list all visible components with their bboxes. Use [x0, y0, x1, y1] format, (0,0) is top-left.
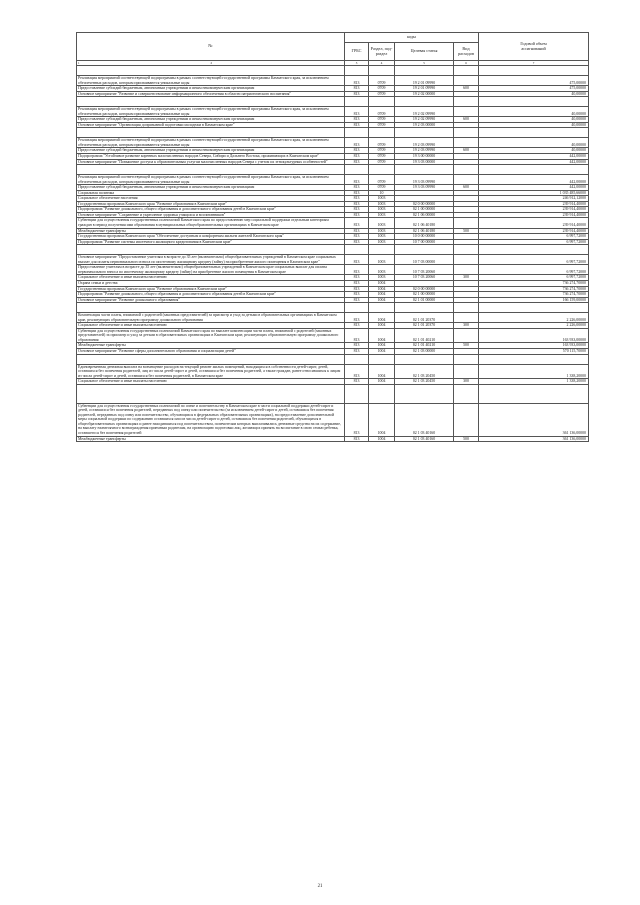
row-section: 1003 [369, 275, 395, 281]
spacer-cell [454, 245, 479, 255]
spacer-cell [369, 165, 395, 175]
row-name: Государственная программа Камчатского края "Развитие образования в Камчатском крае" [77, 201, 345, 207]
spacer-cell [454, 354, 479, 364]
row-target-article: 02 1 01 40210 [395, 328, 454, 343]
row-section: 0709 [369, 154, 395, 160]
row-target-article: 19 2 02 09990 [395, 117, 454, 123]
row-section: 0709 [369, 91, 395, 97]
spacer-cell [395, 384, 454, 403]
row-amount: 40,00000 [479, 122, 589, 128]
header-annual-volume [479, 33, 589, 61]
row-expense-type: 600 [454, 117, 479, 123]
row-section: 0709 [369, 76, 395, 86]
row-expense-type [454, 107, 479, 117]
spacer-cell [479, 245, 589, 255]
row-expense-type [454, 265, 479, 275]
row-target-article: 10 7 03 20060 [395, 265, 454, 275]
row-grbs: 813 [345, 138, 369, 148]
row-amount: 1 338,20000 [479, 379, 589, 385]
table-row [77, 218, 589, 228]
row-expense-type [454, 255, 479, 265]
row-amount: 166 159,00000 [479, 297, 589, 303]
row-name: Реализация мероприятий соответствующей подпрограммы в рамках соответствующей государственной программы Камчатского края, за исключением обеспеченных расходов, которым присваиваются уникальные коды [77, 175, 345, 185]
row-amount: 736 274,70000 [479, 292, 589, 298]
spacer-cell [395, 165, 454, 175]
row-section: 1004 [369, 348, 395, 354]
row-section: 0709 [369, 159, 395, 165]
colnum-5: 5 [395, 61, 454, 66]
row-grbs: 813 [345, 207, 369, 213]
row-target-article: 02 0 00 00000 [395, 286, 454, 292]
table-row [77, 76, 589, 86]
row-target-article: 02 1 00 00000 [395, 292, 454, 298]
row-grbs: 813 [345, 117, 369, 123]
spacer-row [77, 97, 589, 107]
row-name: Субвенции для осуществления государственных полномочий Камчатского края по предоставлению мер социальной поддержки отдельным категориям граждан в период получения ими образования в муниципальных общеобразовательных организациях в Камчатском крае [77, 218, 345, 228]
row-section: 1003 [369, 265, 395, 275]
row-name: Межбюджетные трансферты [77, 436, 345, 442]
row-target-article: 19 2 03 09990 [395, 138, 454, 148]
row-target-article: 19 2 03 09990 [395, 148, 454, 154]
spacer-cell [77, 97, 345, 107]
budget-table [76, 32, 589, 442]
row-expense-type [454, 76, 479, 86]
spacer-cell [479, 128, 589, 138]
spacer-row [77, 384, 589, 403]
spacer-cell [454, 165, 479, 175]
row-target-article: 02 1 01 20370 [395, 313, 454, 323]
row-amount: 475,00000 [479, 86, 589, 92]
spacer-row [77, 128, 589, 138]
row-section: 1004 [369, 436, 395, 442]
row-amount: 6 997,72000 [479, 239, 589, 245]
spacer-cell [454, 66, 479, 76]
row-name: Социальное обеспечение и иные выплаты населению [77, 275, 345, 281]
row-expense-type: 500 [454, 228, 479, 234]
row-expense-type [454, 138, 479, 148]
spacer-cell [479, 303, 589, 313]
row-target-article: 02 1 03 20450 [395, 379, 454, 385]
row-grbs: 813 [345, 122, 369, 128]
row-section: 1004 [369, 286, 395, 292]
row-expense-type [454, 403, 479, 436]
spacer-cell [77, 128, 345, 138]
spacer-cell [369, 384, 395, 403]
row-section: 1003 [369, 212, 395, 218]
row-amount: 442,00000 [479, 185, 589, 191]
row-target-article: 02 1 06 40180 [395, 218, 454, 228]
spacer-cell [395, 66, 454, 76]
spacer-row [77, 66, 589, 76]
table-row [77, 313, 589, 323]
row-name: Подпрограмма "Развитие дошкольного, общего образования и дополнительного образования детей в Камчатском крае" [77, 207, 345, 213]
row-amount: 40,00000 [479, 91, 589, 97]
spacer-cell [454, 97, 479, 107]
spacer-cell [345, 384, 369, 403]
header-annual-line2: ассигнований [521, 45, 546, 51]
header-target-article: Целевая статья [395, 43, 454, 61]
header-number: № [77, 33, 345, 61]
row-amount: 6 997,72000 [479, 234, 589, 240]
row-target-article: 10 0 00 00000 [395, 234, 454, 240]
spacer-cell [369, 354, 395, 364]
row-grbs: 813 [345, 228, 369, 234]
row-grbs: 813 [345, 159, 369, 165]
row-amount: 6 997,72000 [479, 265, 589, 275]
row-section: 1004 [369, 280, 395, 286]
header-section [369, 43, 395, 61]
colnum-3: 3 [345, 61, 369, 66]
row-amount: 239 914,40000 [479, 207, 589, 213]
row-target-article: 10 7 03 00000 [395, 255, 454, 265]
spacer-cell [77, 66, 345, 76]
row-amount: 1 035 485,66000 [479, 190, 589, 196]
row-target-article: 02 1 03 20450 [395, 364, 454, 379]
row-name: Основное мероприятие "Повышение доступа к образовательным услугам малочисленных народов Севера с учетом их этнокультурных особенностей" [77, 159, 345, 165]
row-section: 1004 [369, 343, 395, 349]
row-grbs: 813 [345, 286, 369, 292]
spacer-cell [454, 303, 479, 313]
row-amount: 6 997,72000 [479, 275, 589, 281]
row-target-article: 02 1 00 00000 [395, 207, 454, 213]
row-target-article: 02 1 01 40210 [395, 343, 454, 349]
row-target-article: 19 2 01 09990 [395, 76, 454, 86]
row-grbs: 813 [345, 91, 369, 97]
row-amount: 736 274,70000 [479, 280, 589, 286]
spacer-cell [345, 97, 369, 107]
row-expense-type [454, 364, 479, 379]
row-expense-type: 500 [454, 436, 479, 442]
row-name: Государственная программа Камчатского края "Обеспечение доступным и комфортным жильем жителей Камчатского края" [77, 234, 345, 240]
row-section: 0709 [369, 117, 395, 123]
row-section: 10 [369, 190, 395, 196]
spacer-cell [369, 245, 395, 255]
row-target-article: 19 3 00 00000 [395, 154, 454, 160]
row-name: Основное мероприятие "Сохранение и укрепление здоровья учащихся и воспитанников" [77, 212, 345, 218]
header-grbs: ГРБС [345, 43, 369, 61]
row-grbs: 813 [345, 190, 369, 196]
row-grbs: 813 [345, 364, 369, 379]
row-target-article: 02 1 01 20370 [395, 323, 454, 329]
row-amount: 239 914,40000 [479, 212, 589, 218]
row-amount: 361 136,00000 [479, 403, 589, 436]
row-grbs: 813 [345, 218, 369, 228]
spacer-cell [479, 66, 589, 76]
row-name: Подпрограмма "Устойчивое развитие коренных малочисленных народов Севера, Сибири и Дальнего Востока, проживающих в Камчатском крае" [77, 154, 345, 160]
row-name: Межбюджетные трансферты [77, 343, 345, 349]
row-amount: 239 914,40000 [479, 228, 589, 234]
colnum-1: 1 2 [77, 61, 345, 66]
row-expense-type [454, 175, 479, 185]
row-amount: 361 136,00000 [479, 436, 589, 442]
row-expense-type: 300 [454, 323, 479, 329]
header-section-line2: раздел [375, 50, 388, 56]
row-name: Основное мероприятие "Развитие сферы дополнительного образования и социализации детей" [77, 348, 345, 354]
colnum-2: 2 [210, 61, 213, 65]
table-row [77, 436, 589, 442]
row-section: 0709 [369, 86, 395, 92]
budget-sheet [76, 32, 588, 442]
row-expense-type: 600 [454, 185, 479, 191]
row-grbs: 813 [345, 403, 369, 436]
row-grbs: 813 [345, 265, 369, 275]
row-name: Подпрограмма "Развитие системы ипотечного жилищного кредитования в Камчатском крае" [77, 239, 345, 245]
row-target-article: 19 3 03 09990 [395, 185, 454, 191]
table-row [77, 138, 589, 148]
row-amount: 2 226,00000 [479, 323, 589, 329]
row-name: Субвенции для осуществления государственных полномочий по опеке и попечительству в Камчатском крае в части социальной поддержки детей-сирот и детей, оставшихся без попечения родителей, переданных под опеку или попечительство (за исключением детей-сирот и детей, оставшихся без попечения родителей, переданных под опеку или попечительство, обучающихся в федеральных образовательных организациях), на предоставление дополнительной меры социальной поддержки по содержанию оставшихся или из числа детей-сирот и детей, оставшихся без попечения родителей, обучающихся в общеобразовательных организациях и ранее находившихся под попечительством, попечителям которых выплачивались денежные средства на их содержание, на выплату ежемесячного вознаграждения приемным родителям, на организацию подготовки лиц, желающих принять на воспитание в свою семью ребенка, оставшегося без попечения родителей [77, 403, 345, 436]
row-target-article: 19 3 03 09990 [395, 175, 454, 185]
row-name: Реализация мероприятий соответствующей подпрограммы в рамках соответствующей государственной программы Камчатского края, за исключением обеспеченных расходов, которым присваиваются уникальные коды [77, 76, 345, 86]
row-name: Предоставление субсидий бюджетным, автономным учреждениям и иным некоммерческим организациям [77, 86, 345, 92]
row-amount: 40,00000 [479, 148, 589, 154]
row-amount: 163 933,00000 [479, 343, 589, 349]
row-grbs: 813 [345, 255, 369, 265]
row-target-article: 19 2 02 00000 [395, 91, 454, 97]
spacer-row [77, 165, 589, 175]
spacer-cell [369, 128, 395, 138]
row-section: 1004 [369, 297, 395, 303]
row-expense-type [454, 313, 479, 323]
header-annual-line1: Годовой объем [520, 40, 547, 46]
row-name: Предоставление учителям в возрасте до 35 лет (включительно) общеобразовательных учреждений в Камчатском крае социальных выплат для оплаты первоначального взноса по ипотечному жилищному кредиту (займу) на приобретение жилого помещения в Камчатском крае [77, 265, 345, 275]
row-amount: 736 274,70000 [479, 286, 589, 292]
spacer-cell [395, 303, 454, 313]
colnum-6: 6 [454, 61, 479, 66]
row-section: 1004 [369, 313, 395, 323]
header-section-line1: Раздел, под- [370, 45, 393, 51]
row-name: Реализация мероприятий соответствующей подпрограммы в рамках соответствующей государственной программы Камчатского края, за исключением обеспеченных расходов, которым присваиваются уникальные коды [77, 107, 345, 117]
spacer-cell [395, 97, 454, 107]
row-section: 1004 [369, 364, 395, 379]
spacer-cell [345, 128, 369, 138]
spacer-cell [454, 384, 479, 403]
row-amount: 6 997,72000 [479, 255, 589, 265]
table-row [77, 364, 589, 379]
spacer-cell [345, 303, 369, 313]
spacer-cell [345, 354, 369, 364]
row-grbs: 813 [345, 196, 369, 202]
spacer-cell [395, 354, 454, 364]
row-name: Социальное обеспечение и иные выплаты населению [77, 323, 345, 329]
row-section: 1003 [369, 255, 395, 265]
row-amount: 442,00000 [479, 159, 589, 165]
row-name: Реализация мероприятий соответствующей подпрограммы в рамках соответствующей государственной программы Камчатского края, за исключением обеспеченных расходов, которым присваиваются уникальные коды [77, 138, 345, 148]
row-section: 1004 [369, 379, 395, 385]
spacer-cell [395, 128, 454, 138]
row-amount: 163 933,00000 [479, 328, 589, 343]
row-amount: 442,00000 [479, 154, 589, 160]
row-target-article: 19 2 03 00000 [395, 122, 454, 128]
row-name: Субвенции для осуществления государственных полномочий Камчатского края по выплате компенсации части платы, взимаемой с родителей (законных представителей) за присмотр и уход за детьми в образовательных организациях в Камчатском крае, реализующих образовательную программу дошкольного образования [77, 328, 345, 343]
spacer-cell [454, 128, 479, 138]
row-target-article: 02 1 06 40180 [395, 228, 454, 234]
row-grbs: 813 [345, 292, 369, 298]
row-target-article: 10 7 00 00000 [395, 239, 454, 245]
row-expense-type: 300 [454, 379, 479, 385]
row-section: 1003 [369, 201, 395, 207]
row-name: Предоставление субсидий бюджетным, автономным учреждениям и иным некоммерческим организациям [77, 117, 345, 123]
row-amount: 40,00000 [479, 107, 589, 117]
row-section: 1003 [369, 228, 395, 234]
row-name: Социальное обеспечение населения [77, 196, 345, 202]
spacer-row [77, 354, 589, 364]
row-amount: 40,00000 [479, 138, 589, 148]
row-name: Межбюджетные трансферты [77, 228, 345, 234]
row-grbs: 813 [345, 323, 369, 329]
spacer-cell [479, 354, 589, 364]
row-section: 0709 [369, 175, 395, 185]
row-name: Охрана семьи и детства [77, 280, 345, 286]
row-section: 1003 [369, 234, 395, 240]
row-name: Основное мероприятие "Развитие и совершенствование информационного обеспечения в области патриотического воспитания" [77, 91, 345, 97]
row-amount: 239 914,40000 [479, 218, 589, 228]
row-expense-type: 600 [454, 86, 479, 92]
row-name: Основное мероприятие "Предоставление учителям в возрасте до 35 лет (включительно) общеобразовательных учреждений в Камчатском крае социальных выплат для оплаты первоначального взноса по ипотечному жилищному кредиту (займу) на приобретение жилого помещения в Камчатском крае" [77, 255, 345, 265]
row-name: Основное мероприятие "Развитие дошкольного образования" [77, 297, 345, 303]
row-grbs: 813 [345, 328, 369, 343]
row-name: Предоставление субсидий бюджетным, автономным учреждениям и иным некоммерческим организациям [77, 148, 345, 154]
spacer-cell [479, 97, 589, 107]
row-target-article: 19 2 01 09990 [395, 86, 454, 92]
row-grbs: 813 [345, 76, 369, 86]
row-target-article: 19 2 02 09990 [395, 107, 454, 117]
row-expense-type [454, 328, 479, 343]
row-target-article: 02 1 06 00000 [395, 212, 454, 218]
row-section: 0709 [369, 107, 395, 117]
row-section: 1004 [369, 323, 395, 329]
row-name: Социальная политика [77, 190, 345, 196]
row-section: 1004 [369, 403, 395, 436]
row-section: 0709 [369, 138, 395, 148]
row-target-article: 02 0 00 00000 [395, 201, 454, 207]
row-grbs: 813 [345, 107, 369, 117]
header-exp-line1: Вид [462, 45, 470, 51]
row-name: Предоставление субсидий бюджетным, автономным учреждениям и иным некоммерческим организациям [77, 185, 345, 191]
row-grbs: 813 [345, 275, 369, 281]
row-target-article: 10 7 03 20060 [395, 275, 454, 281]
row-grbs: 813 [345, 234, 369, 240]
row-amount: 2 226,00000 [479, 313, 589, 323]
spacer-cell [77, 384, 345, 403]
row-grbs: 813 [345, 154, 369, 160]
table-row [77, 265, 589, 275]
row-section: 0709 [369, 122, 395, 128]
row-grbs: 813 [345, 297, 369, 303]
row-amount: 239 914,40000 [479, 201, 589, 207]
row-target-article: 02 1 03 40160 [395, 403, 454, 436]
row-target-article: 02 1 03 00000 [395, 348, 454, 354]
spacer-cell [345, 165, 369, 175]
header-exp-line2: расходов [458, 50, 474, 56]
row-expense-type: 600 [454, 148, 479, 154]
row-grbs: 813 [345, 313, 369, 323]
row-section: 1004 [369, 328, 395, 343]
header-codes: коды [345, 33, 479, 43]
spacer-cell [77, 165, 345, 175]
spacer-row [77, 303, 589, 313]
row-grbs: 813 [345, 348, 369, 354]
row-grbs: 813 [345, 436, 369, 442]
colnum-4: 4 [369, 61, 395, 66]
row-amount: 1 338,20000 [479, 364, 589, 379]
page-number: 21 [317, 884, 323, 889]
colnum-7: 7 [479, 61, 589, 66]
spacer-cell [369, 97, 395, 107]
row-section: 1004 [369, 292, 395, 298]
header-expense-type [454, 43, 479, 61]
spacer-cell [479, 384, 589, 403]
row-section: 1003 [369, 239, 395, 245]
row-expense-type [454, 218, 479, 228]
row-amount: 246 912,12000 [479, 196, 589, 202]
row-name: Государственная программа Камчатского края "Развитие образования в Камчатском крае" [77, 286, 345, 292]
row-name: Подпрограмма "Развитие дошкольного, общего образования и дополнительного образования детей в Камчатском крае" [77, 292, 345, 298]
spacer-cell [345, 245, 369, 255]
spacer-cell [369, 303, 395, 313]
spacer-cell [345, 66, 369, 76]
table-row [77, 328, 589, 343]
row-expense-type: 500 [454, 343, 479, 349]
row-amount: 40,00000 [479, 117, 589, 123]
spacer-cell [77, 245, 345, 255]
row-grbs: 813 [345, 201, 369, 207]
row-amount: 442,00000 [479, 175, 589, 185]
spacer-cell [77, 354, 345, 364]
row-section: 1003 [369, 207, 395, 213]
row-amount: 475,00000 [479, 76, 589, 86]
table-row [77, 175, 589, 185]
table-row [77, 255, 589, 265]
row-section: 1003 [369, 196, 395, 202]
row-name: Основное мероприятие "Организация допризывной подготовки молодежи в Камчатском крае" [77, 122, 345, 128]
spacer-cell [479, 165, 589, 175]
row-grbs: 813 [345, 212, 369, 218]
spacer-cell [369, 66, 395, 76]
row-name: Единовременная денежная выплата на возмещение расходов на текущий ремонт жилых помещений, находящихся в собственности детей-сирот, детей, оставшихся без попечения родителей, лиц из числа детей-сирот и детей, оставшихся без попечения родителей, а также граждан, ранее относившихся к лицам из числа детей-сирот и детей, оставшихся без попечения родителей, в Камчатском крае [77, 364, 345, 379]
table-row [77, 403, 589, 436]
row-grbs: 813 [345, 148, 369, 154]
row-grbs: 813 [345, 280, 369, 286]
row-grbs: 813 [345, 185, 369, 191]
row-section: 0709 [369, 185, 395, 191]
row-name: Социальное обеспечение и иные выплаты населению [77, 379, 345, 385]
row-name: Компенсация части платы, взимаемой с родителей (законных представителей) за присмотр и уход за детьми в образовательных организациях в Камчатском крае, реализующих образовательную программу дошкольного образования [77, 313, 345, 323]
spacer-cell [395, 245, 454, 255]
row-grbs: 813 [345, 379, 369, 385]
row-grbs: 813 [345, 175, 369, 185]
row-grbs: 813 [345, 239, 369, 245]
row-section: 0709 [369, 148, 395, 154]
spacer-row [77, 245, 589, 255]
row-target-article: 19 3 03 00000 [395, 159, 454, 165]
row-grbs: 813 [345, 86, 369, 92]
row-expense-type: 300 [454, 275, 479, 281]
row-grbs: 813 [345, 343, 369, 349]
row-section: 1003 [369, 218, 395, 228]
table-row [77, 107, 589, 117]
row-amount: 570 115,70000 [479, 348, 589, 354]
spacer-cell [77, 303, 345, 313]
row-target-article: 02 1 03 40160 [395, 436, 454, 442]
row-target-article: 02 1 01 00000 [395, 297, 454, 303]
